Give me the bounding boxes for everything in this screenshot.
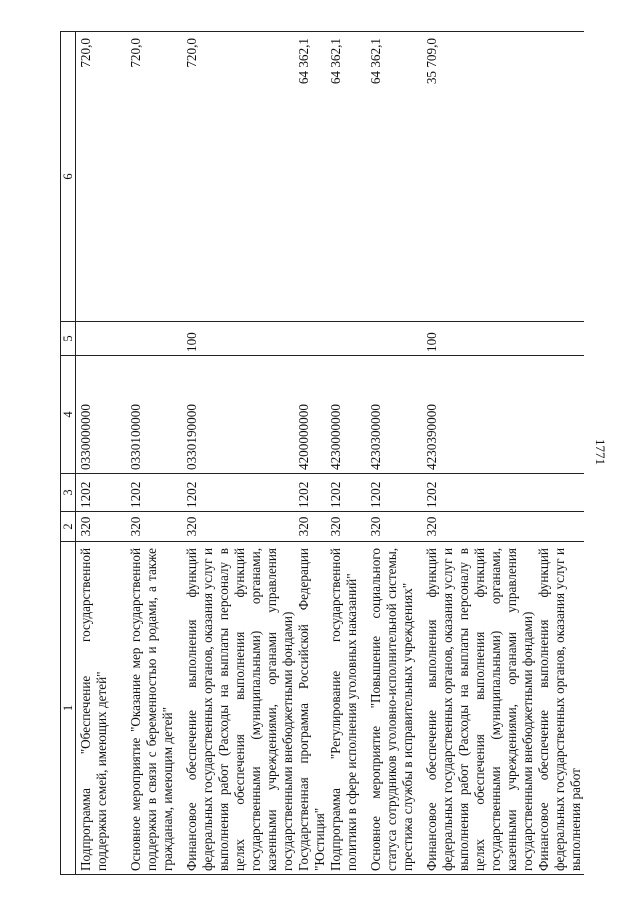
- budget-table-container: [60, 32, 583, 875]
- row-col-5: [368, 322, 424, 356]
- table-row: [76, 32, 128, 875]
- row-col-2: 320: [76, 512, 128, 542]
- row-col-4: [536, 356, 584, 474]
- row-name: Финансовое обеспечение выполнения функций федеральных государственных органов, оказания услуг и выполнения работ (Расходы на выплаты персоналу в целях обеспечения выполнения функций государственными (муниципальными) органами, казенными учреждениями, органами управления государственными внебюджетными фондами): [184, 542, 296, 875]
- row-col-2: 320: [128, 512, 184, 542]
- row-col-5: [128, 322, 184, 356]
- row-col-4: 0330190000: [184, 356, 296, 474]
- table-row: [328, 32, 368, 875]
- budget-table: [60, 31, 584, 875]
- row-col-3: 1202: [368, 474, 424, 512]
- table-row: [424, 32, 536, 875]
- header-col-2: 2: [61, 512, 76, 542]
- table-row: [184, 32, 296, 875]
- row-col-6: 35 709,0: [424, 32, 536, 322]
- header-row: [61, 32, 76, 875]
- header-col-3: 3: [61, 474, 76, 512]
- row-col-2: [536, 512, 584, 542]
- row-col-5: [536, 322, 584, 356]
- row-col-4: 0330000000: [76, 356, 128, 474]
- row-name: Финансовое обеспечение выполнения функций федеральных государственных органов, оказания услуг и выполнения работ (Расходы на выплаты персоналу в целях обеспечения выполнения функций государственными (муниципальными) органами, казенными учреждениями, органами управления государственными внебюджетными фондами): [424, 542, 536, 875]
- row-col-6: [536, 32, 584, 322]
- row-col-4: 0330100000: [128, 356, 184, 474]
- row-col-6: 64 362,1: [328, 32, 368, 322]
- table-row: [536, 32, 584, 875]
- table-row: [128, 32, 184, 875]
- row-col-3: [536, 474, 584, 512]
- row-col-6: 720,0: [76, 32, 128, 322]
- row-col-6: 720,0: [128, 32, 184, 322]
- row-col-5: [328, 322, 368, 356]
- row-col-4: 4230390000: [424, 356, 536, 474]
- row-name: Основное мероприятие "Оказание мер государственной поддержки в связи с беременностью и родами, а также гражданам, имеющим детей": [128, 542, 184, 875]
- row-col-3: 1202: [328, 474, 368, 512]
- row-col-2: 320: [328, 512, 368, 542]
- row-col-2: 320: [296, 512, 328, 542]
- row-col-6: 64 362,1: [296, 32, 328, 322]
- row-col-4: 4200000000: [296, 356, 328, 474]
- header-col-4: 4: [61, 356, 76, 474]
- row-col-2: 320: [368, 512, 424, 542]
- table-row: [296, 32, 328, 875]
- page-number: 1771: [593, 439, 608, 465]
- row-col-5: 100: [424, 322, 536, 356]
- table-row: [368, 32, 424, 875]
- header-col-6: 6: [61, 32, 76, 322]
- row-col-5: 100: [184, 322, 296, 356]
- row-col-3: 1202: [424, 474, 536, 512]
- row-col-4: 4230300000: [368, 356, 424, 474]
- row-col-6: 720,0: [184, 32, 296, 322]
- row-col-3: 1202: [128, 474, 184, 512]
- row-name: Основное мероприятие "Повышение социального статуса сотрудников уголовно-исполнительной системы, престижа службы в исправительных учреждениях": [368, 542, 424, 875]
- header-col-1: 1: [61, 542, 76, 875]
- row-name: Подпрограмма "Регулирование государственной политики в сфере исполнения уголовных наказаний": [328, 542, 368, 875]
- row-name: Государственная программа Российской Федерации "Юстиция": [296, 542, 328, 875]
- row-name: Финансовое обеспечение выполнения функций федеральных государственных органов, оказания услуг и выполнения работ: [536, 542, 584, 875]
- row-col-2: 320: [184, 512, 296, 542]
- row-col-4: 4230000000: [328, 356, 368, 474]
- row-col-3: 1202: [296, 474, 328, 512]
- row-col-5: [76, 322, 128, 356]
- row-name: Подпрограмма "Обеспечение государственной поддержки семей, имеющих детей": [76, 542, 128, 875]
- row-col-3: 1202: [76, 474, 128, 512]
- row-col-5: [296, 322, 328, 356]
- header-col-5: 5: [61, 322, 76, 356]
- row-col-2: 320: [424, 512, 536, 542]
- row-col-3: 1202: [184, 474, 296, 512]
- row-col-6: 64 362,1: [368, 32, 424, 322]
